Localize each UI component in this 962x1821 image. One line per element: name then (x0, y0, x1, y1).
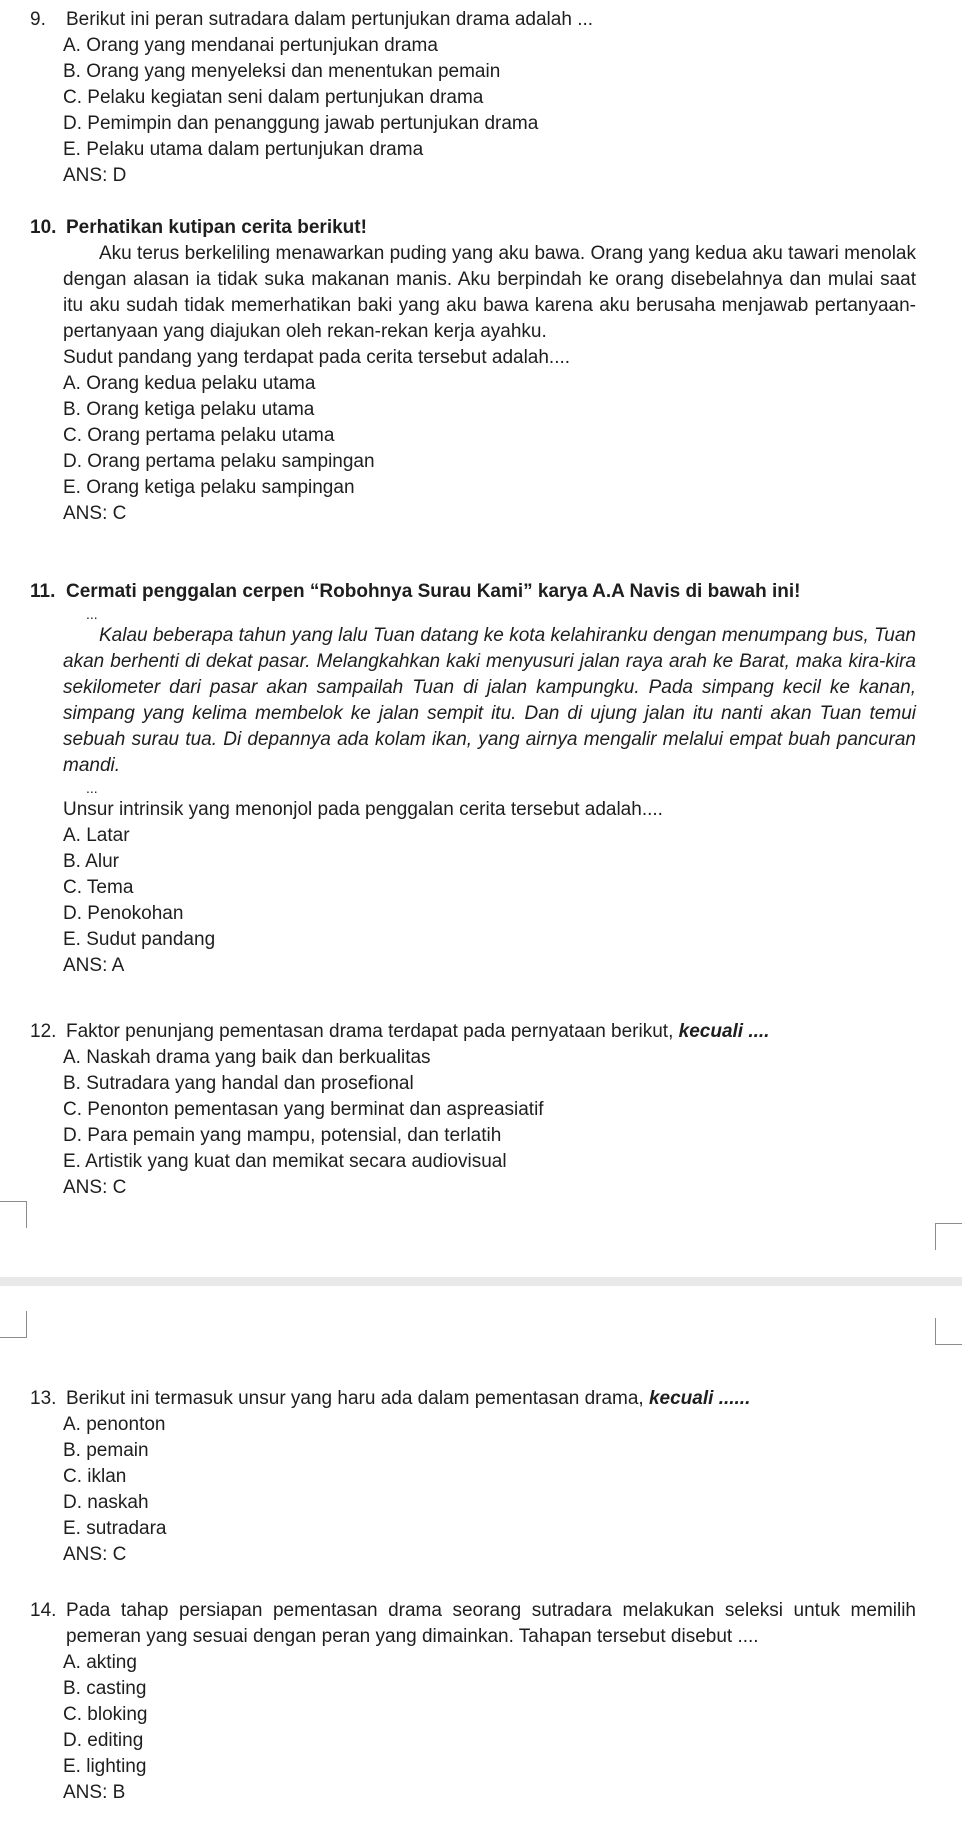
answer: ANS: C (63, 1177, 127, 1198)
story-passage: Kalau beberapa tahun yang lalu Tuan datang ke kota kelahiranku dengan menumpang bus, Tuan akan berhenti di dekat pasar. Melangkahkan kaki menyusuri jalan raya arah ke Barat, maka kira-kira sekilometer dari pasar akan sampailah Tuan di jalan kampungku. Pada simpang kecil ke kanan, simpang yang kelima membelok ke jalan sempit itu. Dan di ujung jalan itu nanti akan Tuan temui sebuah surau tua. Di depannya ada kolam ikan, yang airnya mengalir melalui empat buah pancuran mandi. (63, 625, 916, 776)
option-c: C. bloking (63, 1704, 148, 1725)
option-e: E. Pelaku utama dalam pertunjukan drama (63, 139, 424, 160)
question-11-stem: 11. Cermati penggalan cerpen “Robohnya Surau Kami” karya A.A Navis di bawah ini! (0, 579, 962, 605)
question-number: 9. (30, 9, 46, 30)
ellipsis: ... (86, 606, 98, 622)
option-e: E. Sudut pandang (63, 929, 216, 950)
option-e: E. Orang ketiga pelaku sampingan (63, 477, 355, 498)
question-number: 13. (30, 1388, 57, 1409)
option-b: B. pemain (63, 1440, 149, 1461)
question-number: 12. (30, 1021, 57, 1042)
emphasis-kecuali: kecuali ...... (648, 1388, 751, 1409)
question-14 (0, 1598, 962, 1806)
question-14-stem: 14. Pada tahap persiapan pementasan drama seorang sutradara melakukan seleksi untuk memilih pemeran yang sesuai dengan peran yang dimainkan. Tahapan tersebut disebut .... (30, 1600, 916, 1647)
ellipsis: ... (86, 780, 98, 796)
page-corner-mark (0, 1311, 27, 1338)
option-b: B. Orang yang menyeleksi dan menentukan pemain (63, 61, 501, 82)
option-d: D. editing (63, 1730, 144, 1751)
option-a: A. penonton (63, 1414, 166, 1435)
question-11 (0, 579, 962, 979)
option-c: C. Penonton pementasan yang berminat dan aspreasiatif (63, 1099, 544, 1120)
question-text: Unsur intrinsik yang menonjol pada penggalan cerita tersebut adalah.... (63, 799, 663, 820)
question-9 (0, 7, 962, 189)
story-passage: Aku terus berkeliling menawarkan puding yang aku bawa. Orang yang kedua aku tawari menolak dengan alasan ia tidak suka makanan manis. Aku berpindah ke orang disebelahnya dan mulai saat itu aku sudah tidak memerhatikan baki yang aku bawa karena aku berusaha menjawab pertanyaan-pertanyaan yang diajukan oleh rekan-rekan kerja ayahku. (63, 243, 916, 342)
page-corner-mark (0, 1201, 27, 1228)
question-text: Sudut pandang yang terdapat pada cerita tersebut adalah.... (63, 347, 571, 368)
answer: ANS: A (63, 955, 125, 976)
option-c: C. Tema (63, 877, 134, 898)
page-corner-mark (935, 1223, 962, 1250)
option-d: D. Para pemain yang mampu, potensial, dan terlatih (63, 1125, 502, 1146)
question-number: 14. (30, 1600, 57, 1621)
option-c: C. iklan (63, 1466, 127, 1487)
answer: ANS: C (63, 1544, 127, 1565)
question-12-stem: 12. Faktor penunjang pementasan drama terdapat pada pernyataan berikut, kecuali .... (0, 1019, 962, 1045)
option-c: C. Pelaku kegiatan seni dalam pertunjukan drama (63, 87, 484, 108)
answer: ANS: D (63, 165, 127, 186)
option-e: E. lighting (63, 1756, 147, 1777)
option-d: D. Orang pertama pelaku sampingan (63, 451, 375, 472)
question-number: 11. (30, 581, 56, 602)
question-9-stem: 9. Berikut ini peran sutradara dalam pertunjukan drama adalah ... (0, 7, 962, 33)
emphasis-kecuali: kecuali .... (678, 1021, 770, 1042)
option-a: A. akting (63, 1652, 137, 1673)
option-b: B. Orang ketiga pelaku utama (63, 399, 315, 420)
option-e: E. sutradara (63, 1518, 167, 1539)
option-d: D. naskah (63, 1492, 149, 1513)
option-d: D. Penokohan (63, 903, 184, 924)
question-number: 10. (30, 217, 57, 238)
answer: ANS: B (63, 1782, 126, 1803)
option-a: A. Orang kedua pelaku utama (63, 373, 316, 394)
option-b: B. casting (63, 1678, 147, 1699)
question-10-stem: 10. Perhatikan kutipan cerita berikut! (0, 215, 962, 241)
page-break-divider (0, 1277, 962, 1286)
option-a: A. Orang yang mendanai pertunjukan drama (63, 35, 438, 56)
option-e: E. Artistik yang kuat dan memikat secara audiovisual (63, 1151, 507, 1172)
option-b: B. Alur (63, 851, 119, 872)
option-c: C. Orang pertama pelaku utama (63, 425, 335, 446)
option-b: B. Sutradara yang handal dan prosefional (63, 1073, 414, 1094)
option-d: D. Pemimpin dan penanggung jawab pertunjukan drama (63, 113, 539, 134)
page-corner-mark (935, 1318, 962, 1345)
question-13-stem: 13. Berikut ini termasuk unsur yang haru ada dalam pementasan drama, kecuali ...... (0, 1386, 962, 1412)
answer: ANS: C (63, 503, 127, 524)
question-13 (0, 1386, 962, 1568)
question-12 (0, 1019, 962, 1201)
option-a: A. Latar (63, 825, 130, 846)
question-10 (0, 215, 962, 527)
option-a: A. Naskah drama yang baik dan berkualitas (63, 1047, 431, 1068)
